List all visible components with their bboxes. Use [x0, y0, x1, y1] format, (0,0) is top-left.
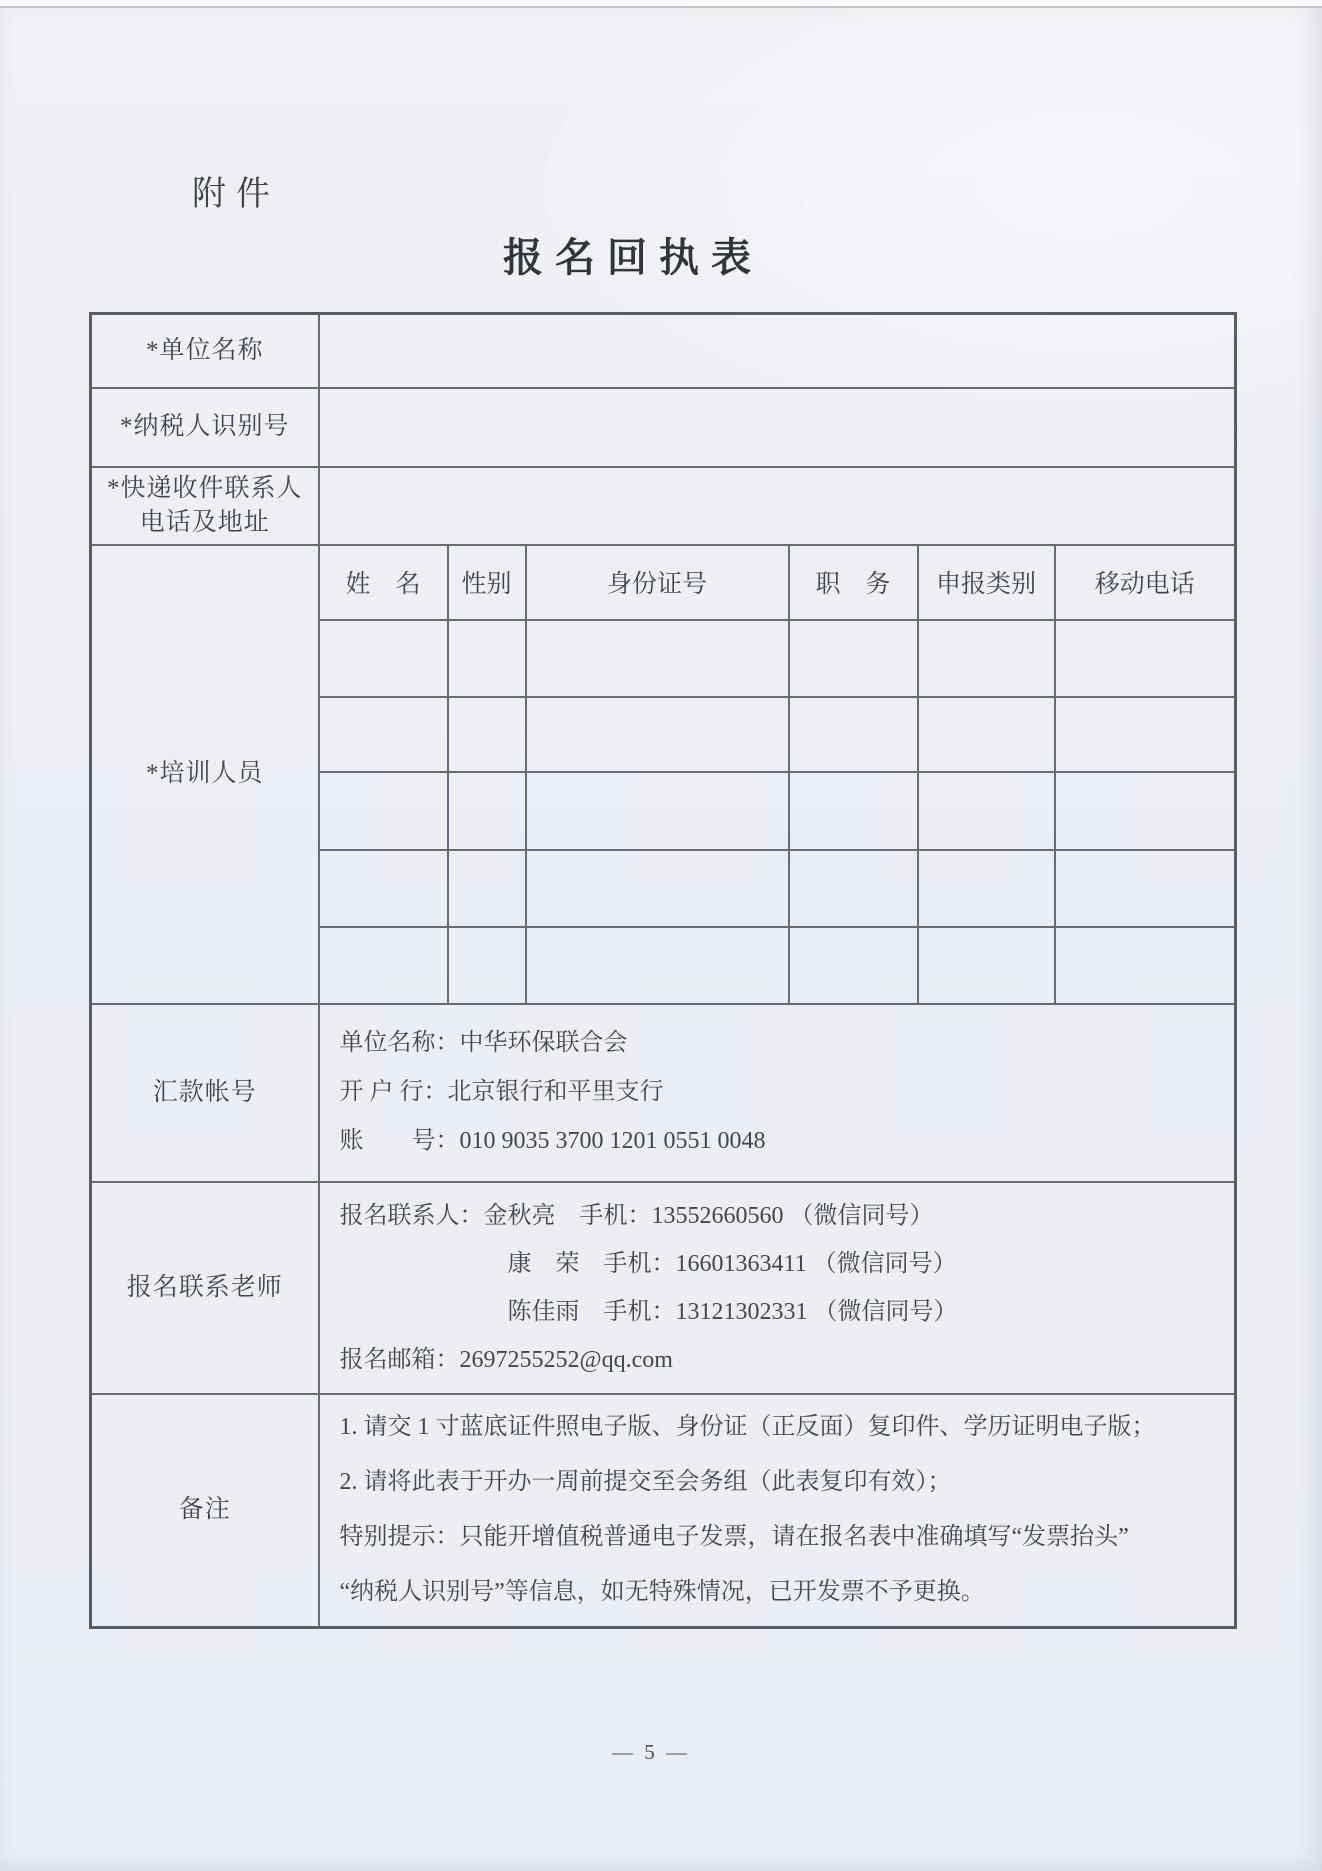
- taxpayer-id-label: *纳税人识别号: [91, 388, 319, 467]
- trainee-cell: [918, 697, 1055, 772]
- trainee-header-row: [91, 545, 1236, 620]
- col-header-mobile-phone: 移动电话: [1055, 545, 1236, 620]
- trainee-cell: [526, 620, 789, 697]
- courier-contact-label-line2: 电话及地址: [139, 508, 270, 536]
- trainee-cell: [789, 772, 918, 850]
- remark-line-3: 特别提示：只能开增值税普通电子发票，请在报名表中准确填写“发票抬头”: [339, 1524, 1129, 1551]
- row-contact-teachers: [91, 1182, 1236, 1394]
- contact-teachers-value-cell: [319, 1182, 1236, 1394]
- trainee-cell: [319, 850, 448, 927]
- remark-line-4: “纳税人识别号”等信息，如无特殊情况，已开发票不予更换。: [339, 1579, 985, 1606]
- trainee-cell: [918, 772, 1055, 850]
- trainees-label: *培训人员: [91, 545, 319, 1004]
- unit-name-label: *单位名称: [91, 314, 319, 388]
- trainee-cell: [448, 772, 526, 850]
- trainee-cell: [448, 927, 526, 1004]
- trainee-cell: [789, 620, 918, 697]
- page-title: 报名回执表: [503, 235, 763, 280]
- trainee-cell: [526, 927, 789, 1004]
- contact-teachers-label: 报名联系老师: [91, 1182, 319, 1394]
- row-remittance-account: [91, 1004, 1236, 1182]
- col-header-application-category: 申报类别: [918, 545, 1055, 620]
- row-unit-name: [91, 314, 1236, 388]
- trainee-cell: [1055, 772, 1236, 850]
- registration-form-table: [89, 312, 1237, 1629]
- remittance-account-number-line: 账 号：010 9035 3700 1201 0551 0048: [339, 1128, 766, 1154]
- trainee-cell: [918, 850, 1055, 927]
- page-number: — 5 —: [612, 1740, 690, 1764]
- taxpayer-id-value-cell: [319, 388, 1236, 467]
- remittance-label: 汇款帐号: [91, 1004, 319, 1182]
- contact-line-1: 报名联系人：金秋亮 手机：13552660560 （微信同号）: [339, 1202, 934, 1229]
- trainee-cell: [1055, 620, 1236, 697]
- row-courier-contact: [91, 467, 1236, 545]
- trainee-cell: [789, 927, 918, 1004]
- remarks-label: 备注: [91, 1394, 319, 1628]
- remittance-unit-name-line: 单位名称：中华环保联合会: [339, 1030, 628, 1056]
- courier-contact-label: [91, 467, 319, 545]
- courier-contact-value-cell: [319, 467, 1236, 545]
- trainee-cell: [526, 772, 789, 850]
- row-taxpayer-id: [91, 388, 1236, 467]
- scan-edge-artifact: [0, 0, 1322, 8]
- courier-contact-label-line1: *快递收件联系人: [106, 474, 303, 502]
- remark-line-1: 1. 请交 1 寸蓝底证件照电子版、身份证（正反面）复印件、学历证明电子版；: [339, 1414, 1156, 1441]
- contact-line-2: 康 荣 手机：16601363411 （微信同号）: [507, 1250, 957, 1277]
- trainee-cell: [319, 620, 448, 697]
- trainee-cell: [918, 620, 1055, 697]
- trainee-cell: [526, 850, 789, 927]
- trainee-cell: [319, 927, 448, 1004]
- trainee-cell: [789, 697, 918, 772]
- trainee-cell: [1055, 850, 1236, 927]
- col-header-name: 姓 名: [319, 545, 448, 620]
- trainee-cell: [526, 697, 789, 772]
- trainee-cell: [319, 697, 448, 772]
- trainee-cell: [1055, 927, 1236, 1004]
- attachment-label: 附件: [192, 176, 280, 213]
- remittance-bank-line: 开 户 行：北京银行和平里支行: [339, 1079, 664, 1105]
- contact-email-line: 报名邮箱：2697255252@qq.com: [339, 1346, 673, 1373]
- col-header-position: 职 务: [789, 545, 918, 620]
- remarks-value-cell: [319, 1394, 1236, 1628]
- contact-line-3: 陈佳雨 手机：13121302331 （微信同号）: [507, 1298, 958, 1325]
- trainee-cell: [319, 772, 448, 850]
- row-remarks: [91, 1394, 1236, 1628]
- trainee-cell: [448, 850, 526, 927]
- trainee-cell: [448, 620, 526, 697]
- trainee-cell: [918, 927, 1055, 1004]
- unit-name-value-cell: [319, 314, 1236, 388]
- trainee-cell: [1055, 697, 1236, 772]
- col-header-id-number: 身份证号: [526, 545, 789, 620]
- col-header-gender: 性别: [448, 545, 526, 620]
- trainee-cell: [448, 697, 526, 772]
- remark-line-2: 2. 请将此表于开办一周前提交至会务组（此表复印有效）；: [339, 1469, 952, 1496]
- trainee-cell: [789, 850, 918, 927]
- remittance-value-cell: [319, 1004, 1236, 1182]
